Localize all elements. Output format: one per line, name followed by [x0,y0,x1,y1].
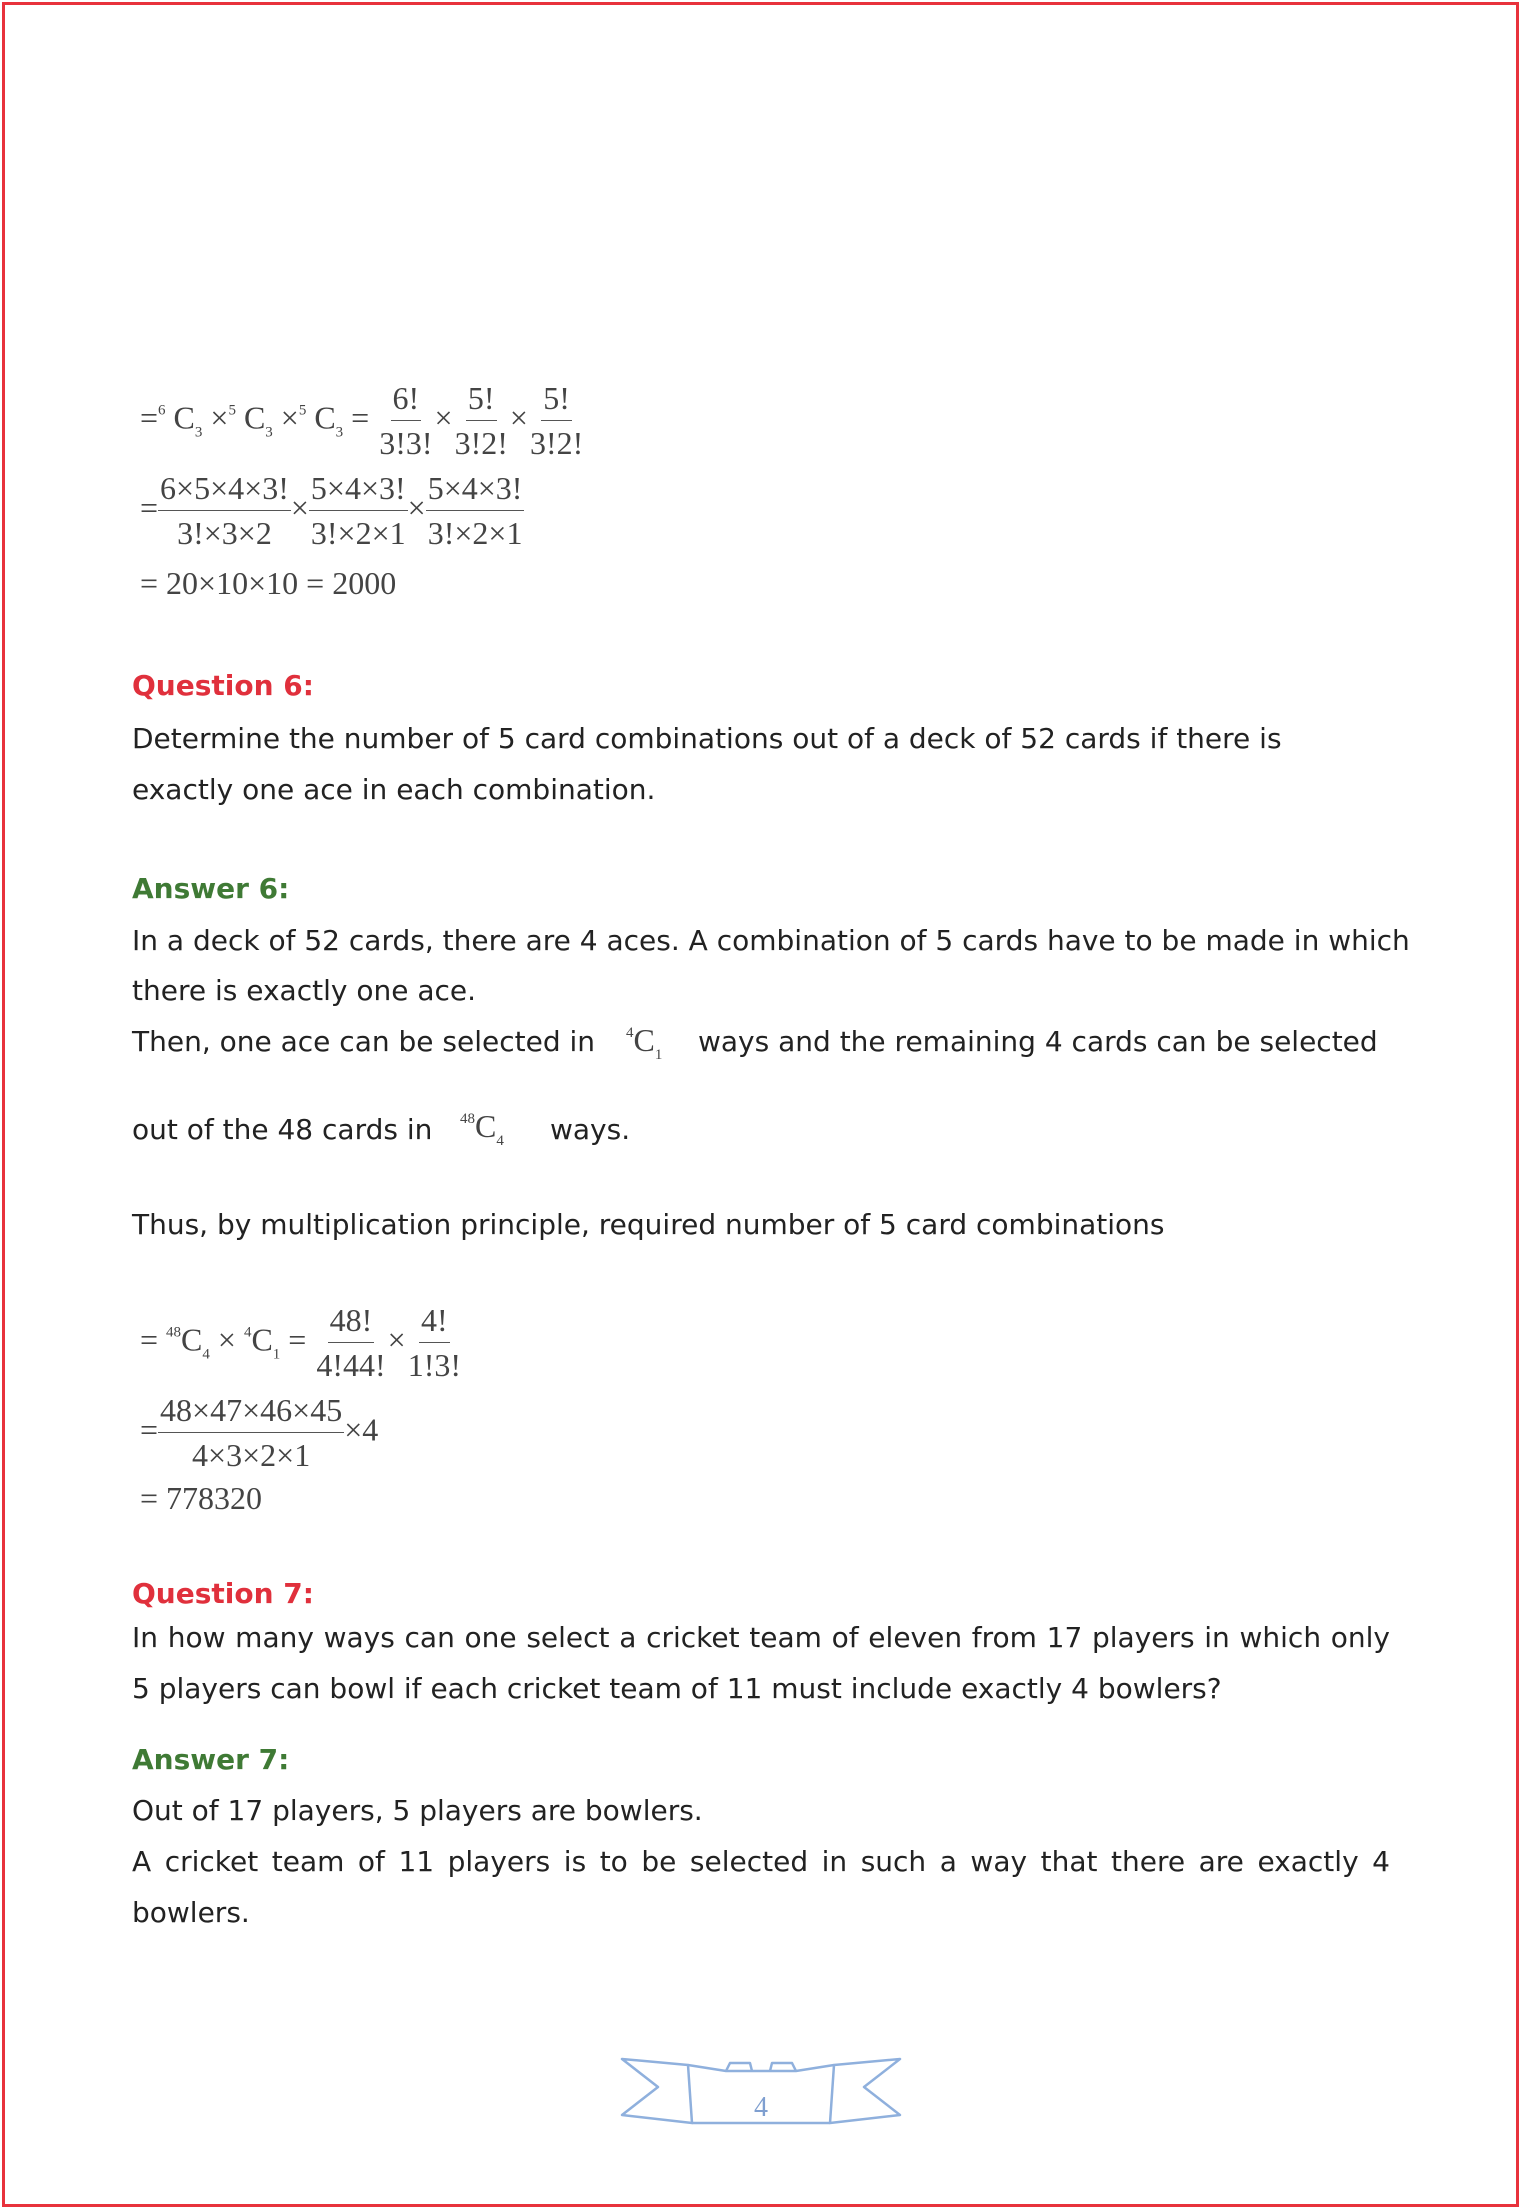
question-6-text: Determine the number of 5 card combinations out of a deck of 52 cards if there is exactly one ace in each combination. [132,722,1282,806]
question-6-heading: Question 6: [132,669,314,702]
equation-q5-line1: =$^6$ $C_3 \times^5$ $C_3 \times^5$ $C_3$ = $\frac{6!}{3!3!}$ × $\frac{5!}{3!2!}$ × $\frac{5!}{3!2!}$ [140,380,584,461]
answer-6-line4-post: ways. [550,1113,631,1146]
combination-4c1: $^4C_1$ [626,1022,663,1063]
equation-a6-line2: = $\frac{48\times 47\times 46\times 45}{4\times 3\times 2\times 1}$ ×4 [140,1392,379,1473]
ribbon-left-end [622,2059,692,2123]
equation-a6-line1: = $^{48}C_4 \times ^4C_1$ = $\frac{48!}{4!44!}$ × $\frac{4!}{1!3!}$ [140,1302,461,1383]
ribbon-top-edge [688,2065,834,2071]
answer-6-line4-pre: out of the 48 cards in [132,1113,433,1146]
equation-a6-line3: = 778320 [140,1480,263,1516]
answer-6-line1: In a deck of 52 cards, there are 4 aces. A combination of 5 cards have to be made in which [132,924,1410,957]
ribbon-right-end [830,2059,900,2123]
question-7-line1: In how many ways can one select a cricket team of eleven from 17 players in which only [132,1621,1390,1654]
question-7-heading: Question 7: [132,1577,314,1610]
answer-7-heading: Answer 7: [132,1743,290,1776]
answer-7-line2: A cricket team of 11 players is to be selected in such a way that there are exactly 4 [132,1845,1390,1878]
answer-6-line3-post: ways and the remaining 4 cards can be selected [698,1025,1378,1058]
equation-q5-line2: = $\frac{6\times 5\times 4\times 3!}{3!\times 3\times 2}$ × $\frac{5\times 4\times 3!}{3!\times 2\times 1}$ × $\frac{5\times 4\times 3!}{3!\times 2\times 1}$ [140,470,523,551]
answer-6-heading: Answer 6: [132,872,290,905]
answer-6-line2: there is exactly one ace. [132,974,477,1007]
equation-q5-line3: = 20×10×10 = 2000 [140,565,397,601]
answer-7-line3: bowlers. [132,1896,250,1929]
answer-6-line5: Thus, by multiplication principle, required number of 5 card combinations [132,1208,1165,1241]
answer-7-line1: Out of 17 players, 5 players are bowlers. [132,1794,703,1827]
combination-48c4: $^{48}C_4$ [460,1108,504,1149]
answer-6-line3-pre: Then, one ace can be selected in [132,1025,596,1058]
question-7-line2: 5 players can bowl if each cricket team of 11 must include exactly 4 bowlers? [132,1672,1222,1705]
page-number: 4 [754,2092,768,2123]
